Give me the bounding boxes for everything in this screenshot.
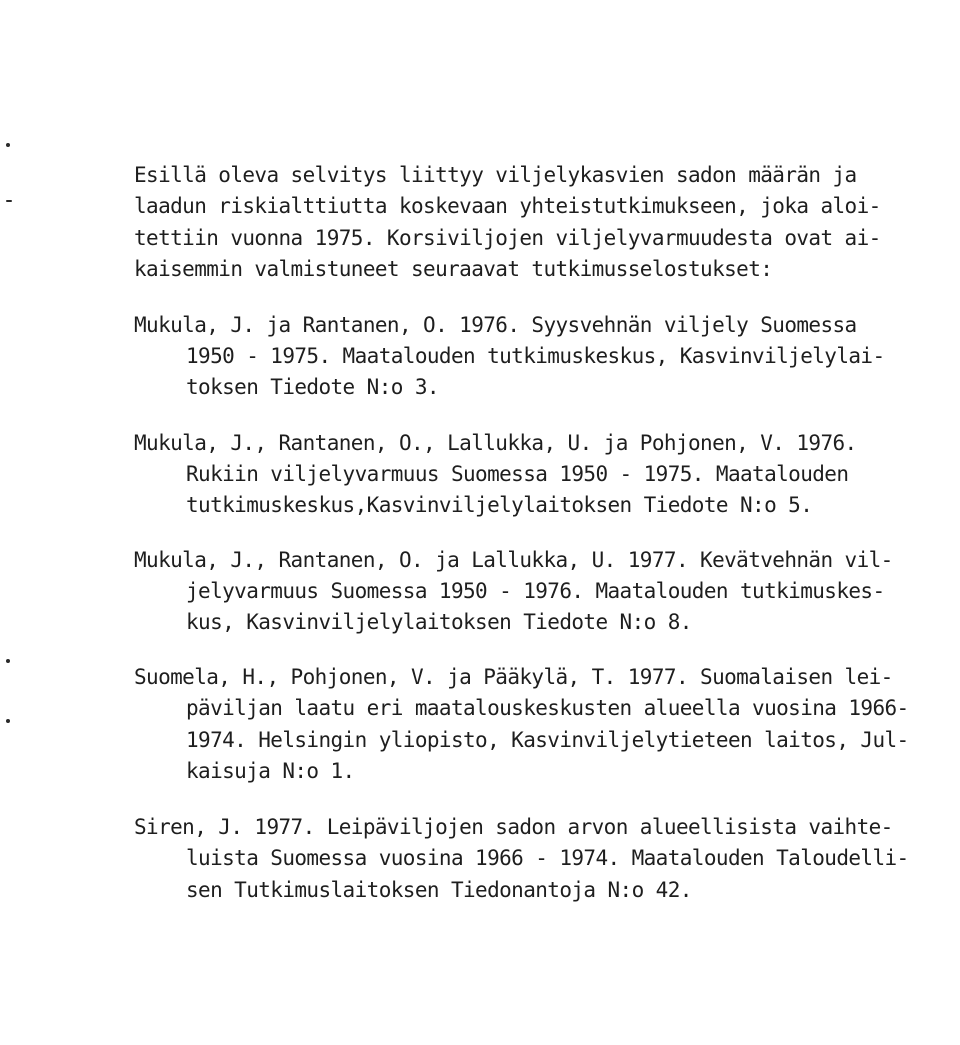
scan-speck [6,200,12,202]
reference-line: Mukula, J., Rantanen, O. ja Lallukka, U. 1977. Kevätvehnän vil- [134,548,893,572]
reference-line: Rukiin viljelyvarmuus Suomessa 1950 - 1975. Maatalouden [186,462,849,486]
scan-speck [6,143,10,147]
reference-line: Mukula, J. ja Rantanen, O. 1976. Syysvehnän viljely Suomessa [134,313,857,337]
scan-speck [6,659,10,663]
reference-line: toksen Tiedote N:o 3. [186,375,439,399]
intro-line: kaisemmin valmistuneet seuraavat tutkimusselostukset: [134,257,773,281]
reference-line: 1950 - 1975. Maatalouden tutkimuskeskus, Kasvinviljelylai- [186,344,885,368]
reference-line: sen Tutkimuslaitoksen Tiedonantoja N:o 42. [186,878,692,902]
reference-line: Suomela, H., Pohjonen, V. ja Pääkylä, T. 1977. Suomalaisen lei- [134,665,893,689]
reference-line: kus, Kasvinviljelylaitoksen Tiedote N:o 8. [186,610,692,634]
reference-line: luista Suomessa vuosina 1966 - 1974. Maatalouden Taloudelli- [186,846,909,870]
reference-line: jelyvarmuus Suomessa 1950 - 1976. Maatalouden tutkimuskes- [186,579,885,603]
reference-line: Mukula, J., Rantanen, O., Lallukka, U. ja Pohjonen, V. 1976. [134,431,857,455]
reference-line: 1974. Helsingin yliopisto, Kasvinviljelytieteen laitos, Jul- [186,728,909,752]
intro-line: laadun riskialttiutta koskevaan yhteistutkimukseen, joka aloi- [134,194,881,218]
reference-line: Siren, J. 1977. Leipäviljojen sadon arvon alueellisista vaihte- [134,815,893,839]
reference-line: tutkimuskeskus,Kasvinviljelylaitoksen Tiedote N:o 5. [186,493,813,517]
reference-line: päviljan laatu eri maatalouskeskusten alueella vuosina 1966- [186,696,909,720]
intro-line: tettiin vuonna 1975. Korsiviljojen viljelyvarmuudesta ovat ai- [134,226,881,250]
scan-speck [6,719,10,723]
intro-line: Esillä oleva selvitys liittyy viljelykasvien sadon määrän ja [134,163,857,187]
reference-line: kaisuja N:o 1. [186,759,355,783]
